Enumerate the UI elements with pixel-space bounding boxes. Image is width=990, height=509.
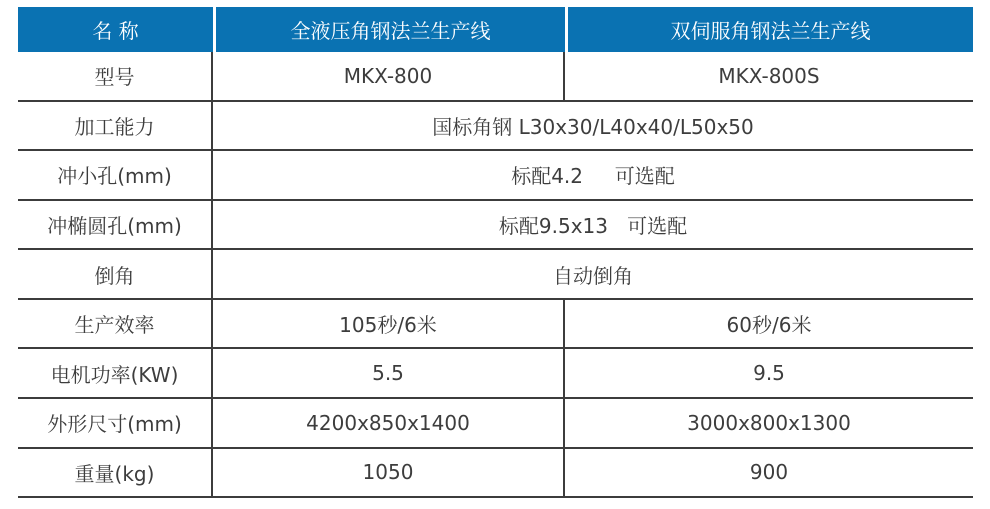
row-value-product1: MKX-800 <box>213 52 565 100</box>
row-value-product2: 60秒/6米 <box>726 313 812 338</box>
row-label: 电机功率(KW) <box>18 349 213 397</box>
row-value-product2: MKX-800S <box>718 63 820 88</box>
row-value-merged: 自动倒角 <box>553 263 633 288</box>
table-row-oval-hole <box>18 201 973 251</box>
table-header-row <box>18 7 973 52</box>
spec-table <box>18 7 973 498</box>
header-cell-product2: 双伺服角钢法兰生产线 <box>565 7 973 52</box>
row-label: 倒角 <box>18 250 213 298</box>
header-cell-product1: 全液压角钢法兰生产线 <box>213 7 565 52</box>
table-row-capacity <box>18 102 973 152</box>
row-value-product2: 900 <box>749 460 789 485</box>
row-value-product2: 3000x800x1300 <box>687 410 851 435</box>
row-value-product1: 1050 <box>213 449 565 497</box>
row-label: 加工能力 <box>18 102 213 150</box>
row-value-merged: 国标角钢 L30x30/L40x40/L50x50 <box>432 114 754 139</box>
row-label: 冲椭圆孔(mm) <box>18 201 213 249</box>
row-value-merged: 标配4.2 可选配 <box>511 164 675 189</box>
row-label: 生产效率 <box>18 300 213 348</box>
row-value-product1: 4200x850x1400 <box>213 399 565 447</box>
table-row-weight <box>18 449 973 499</box>
row-value-merged: 标配9.5x13 可选配 <box>498 213 688 238</box>
row-label: 型号 <box>18 52 213 100</box>
table-row-motor-power <box>18 349 973 399</box>
row-label: 重量(kg) <box>18 449 213 497</box>
table-row-chamfer <box>18 250 973 300</box>
table-row-small-hole <box>18 151 973 201</box>
row-value-product1: 105秒/6米 <box>213 300 565 348</box>
row-label: 冲小孔(mm) <box>18 151 213 199</box>
row-value-product2: 9.5 <box>753 361 785 386</box>
table-row-model <box>18 52 973 102</box>
table-row-dimensions <box>18 399 973 449</box>
table-row-efficiency <box>18 300 973 350</box>
row-value-product1: 5.5 <box>213 349 565 397</box>
row-label: 外形尺寸(mm) <box>18 399 213 447</box>
table-body <box>18 52 973 498</box>
header-cell-name: 名 称 <box>18 7 213 52</box>
